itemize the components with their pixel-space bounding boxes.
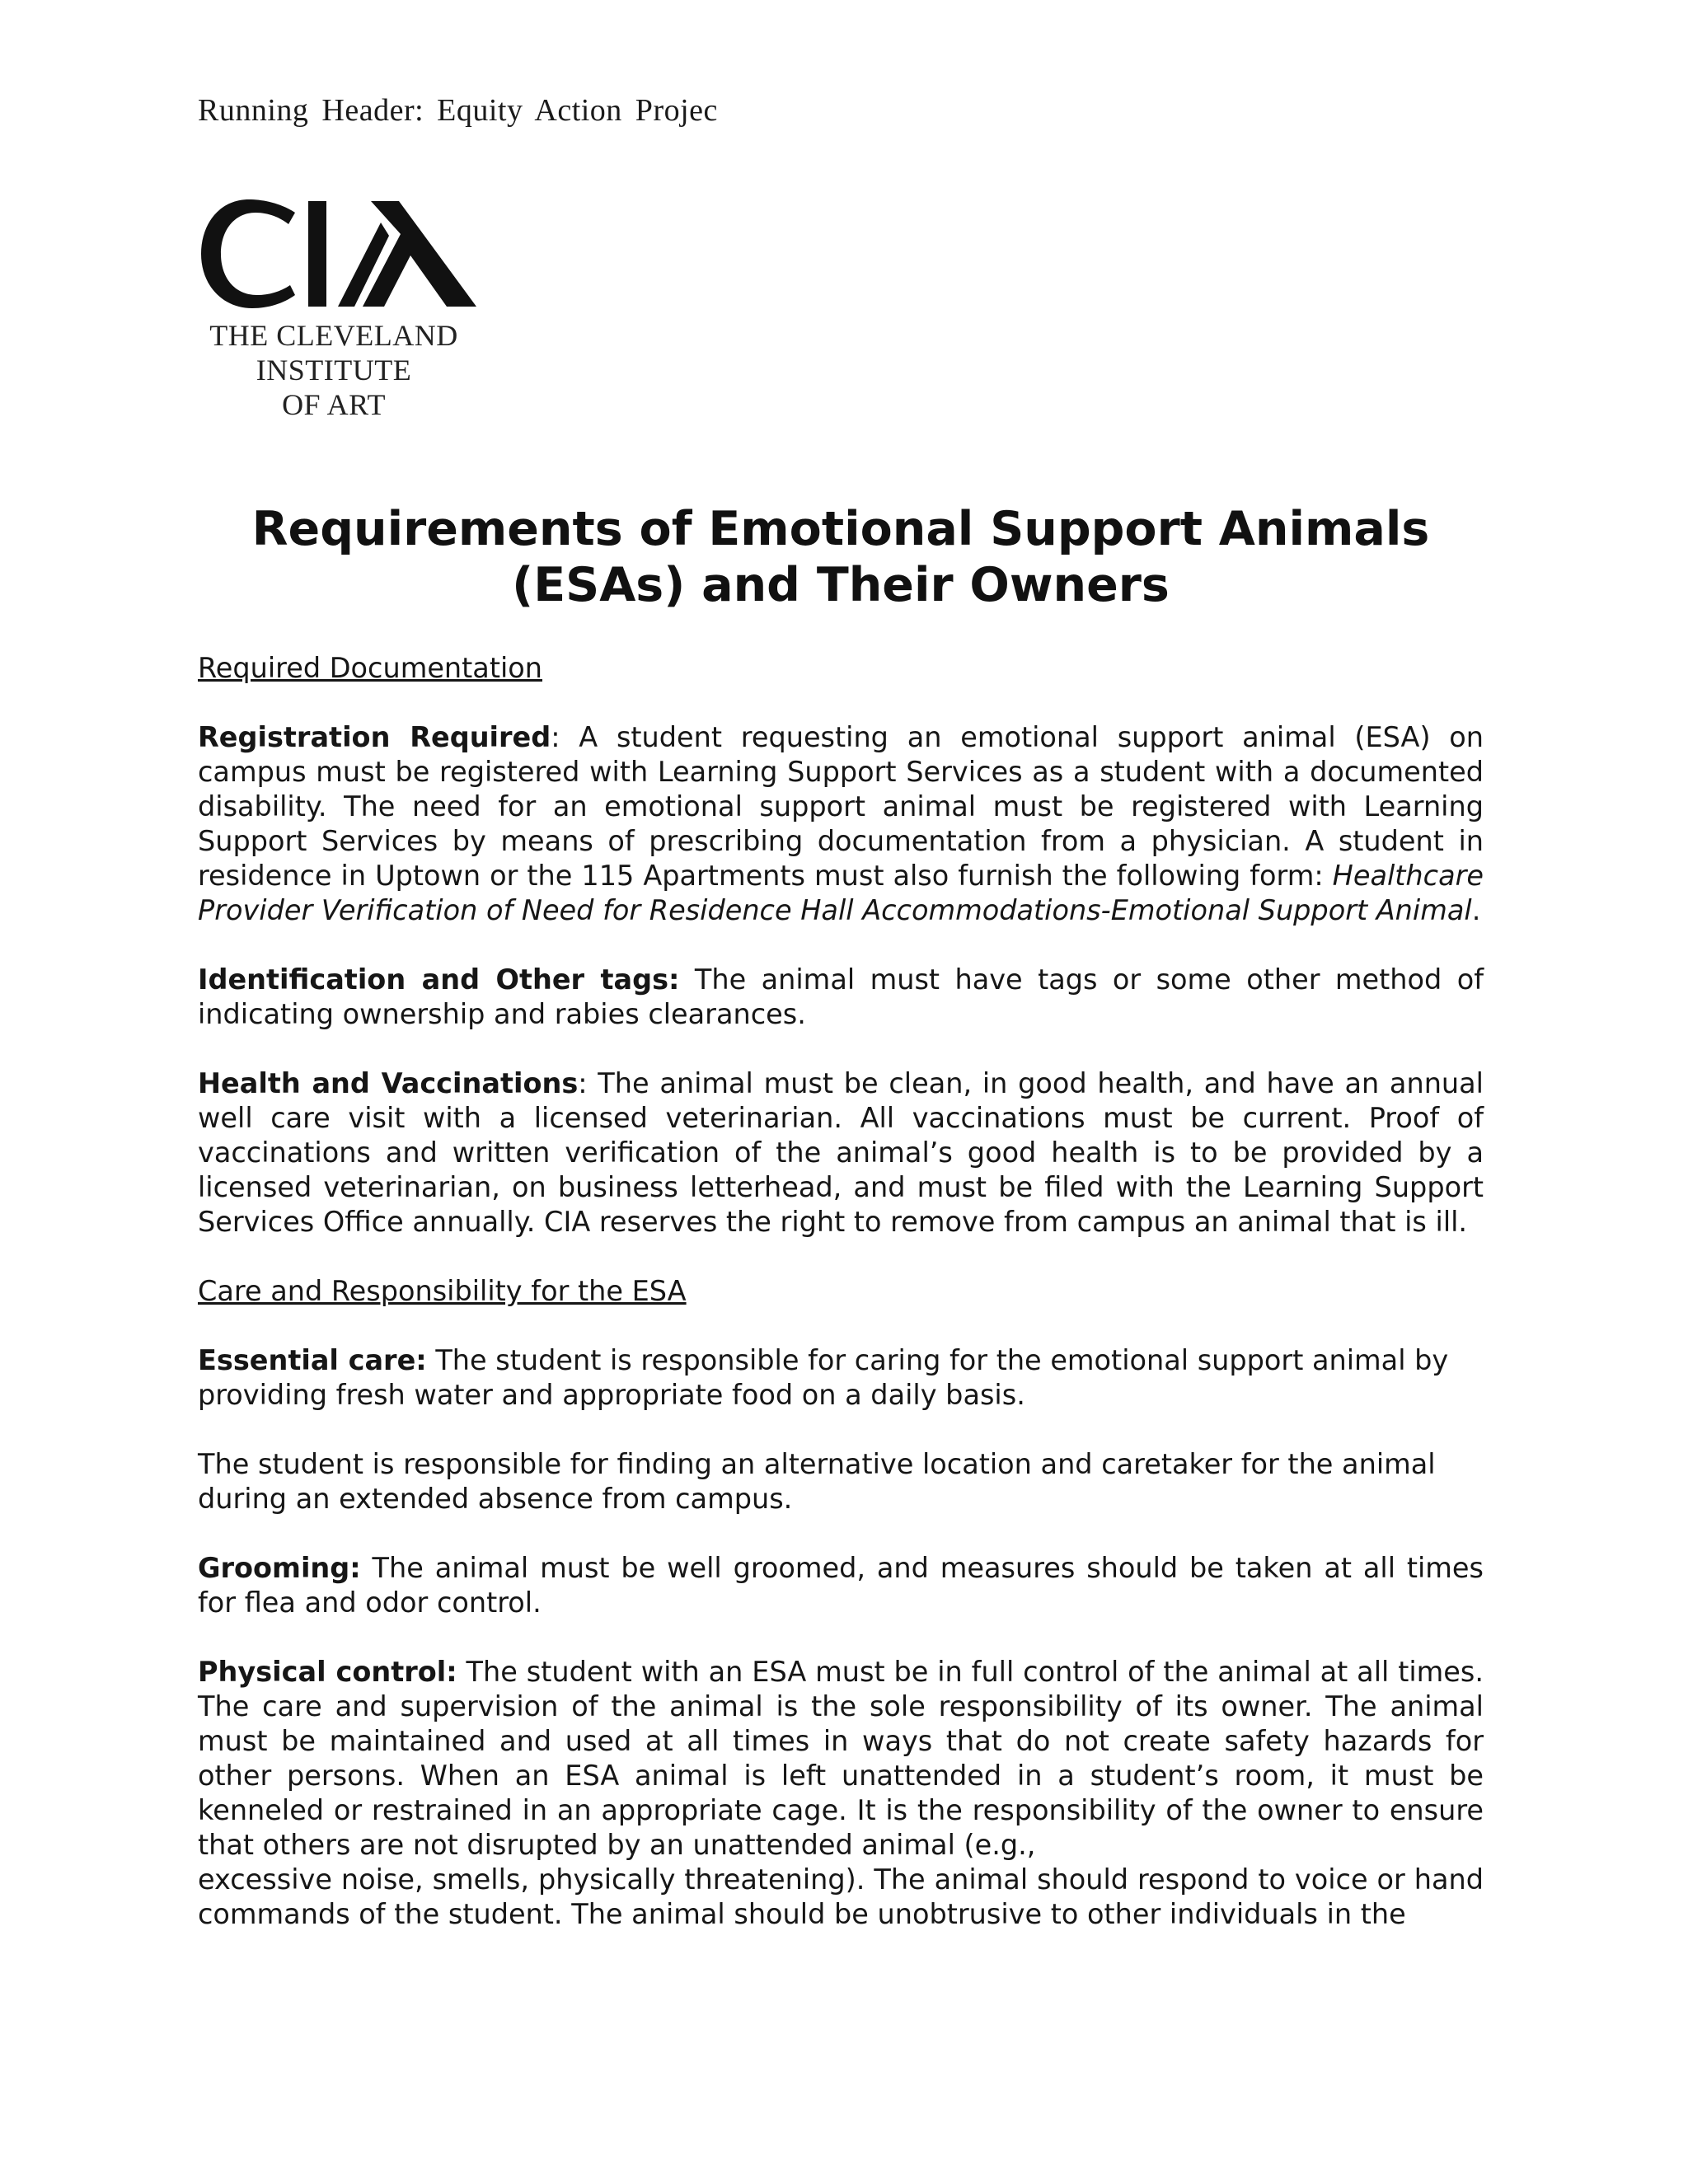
label-grooming: Grooming: — [198, 1552, 361, 1584]
running-header: Running Header: Equity Action Projec — [198, 93, 718, 128]
paragraph-health — [198, 1066, 1484, 1240]
label-identification: Identification and Other tags: — [198, 963, 680, 996]
label-health: Health and Vaccinations — [198, 1067, 579, 1099]
text-registration: : A student requesting an emotional support animal (ESA) on campus must be registered with Learning Support Services as a student with a documented disability. The need for an emotional support animal must be registered with Learning Support Services by means of prescribing documentation from a physician. A student in residence in Uptown or the 115 Apartments must also furnish the following form: — [198, 721, 1484, 892]
paragraph-physical-control — [198, 1655, 1484, 1932]
label-registration: Registration Required — [198, 721, 551, 753]
logo-line-institute: INSTITUTE — [256, 354, 412, 387]
cia-logo-mark — [198, 198, 478, 313]
text-absence: The student is responsible for finding an alternative location and caretaker for the animal during an extended absence from campus. — [198, 1448, 1436, 1515]
paragraph-registration — [198, 720, 1484, 928]
paragraph-identification — [198, 963, 1484, 1032]
paragraph-grooming — [198, 1551, 1484, 1620]
logo-line-cleveland: THE CLEVELAND — [209, 319, 458, 352]
text-grooming: The animal must be well groomed, and measures should be taken at all times for flea and odor control. — [198, 1552, 1484, 1619]
text-identification: The animal must have tags or some other method of indicating ownership and rabies clearances. — [198, 963, 1484, 1030]
text-registration-end: . — [1471, 894, 1481, 926]
section-heading-documentation: Required Documentation — [198, 652, 542, 684]
form-name: Healthcare Provider Verification of Need for Residence Hall Accommodations-Emotional Support Animal — [198, 860, 1484, 926]
logo-line-of-art: OF ART — [282, 388, 386, 421]
page-title: Requirements of Emotional Support Animals (ESAs) and Their Owners — [251, 502, 1430, 612]
paragraph-absence — [198, 1447, 1484, 1516]
label-physical-control: Physical control: — [198, 1656, 457, 1688]
text-health: : The animal must be clean, in good health, and have an annual well care visit with a licensed veterinarian. All vaccinations must be current. Proof of vaccinations and written verification of the animal’s good health is to be provided by a licensed veterinarian, on business letterhead, and must be filed with the Learning Support Services Office annually. CIA reserves the right to remove from campus an animal that is ill. — [198, 1067, 1484, 1238]
cia-logo — [198, 198, 486, 420]
label-essential-care: Essential care: — [198, 1344, 427, 1376]
text-essential-care: The student is responsible for caring for the emotional support animal by providing fresh water and appropriate food on a daily basis. — [198, 1344, 1449, 1411]
paragraph-essential-care — [198, 1343, 1484, 1413]
section-heading-care: Care and Responsibility for the ESA — [198, 1275, 687, 1307]
text-physical-control-continued: excessive noise, smells, physically threatening). The animal should respond to voice or hand commands of the student. The animal should be unobtrusive to other individuals in the — [198, 1863, 1484, 1930]
text-physical-control: The student with an ESA must be in full control of the animal at all times. The care and supervision of the animal is the sole responsibility of its owner. The animal must be maintained and used at all times in ways that do not create safety hazards for other persons. When an ESA animal is left unattended in a student’s room, it must be kenneled or restrained in an appropriate cage. It is the responsibility of the owner to ensure that others are not disrupted by an unattended animal (e.g., — [198, 1656, 1484, 1861]
document-body — [198, 651, 1484, 1966]
